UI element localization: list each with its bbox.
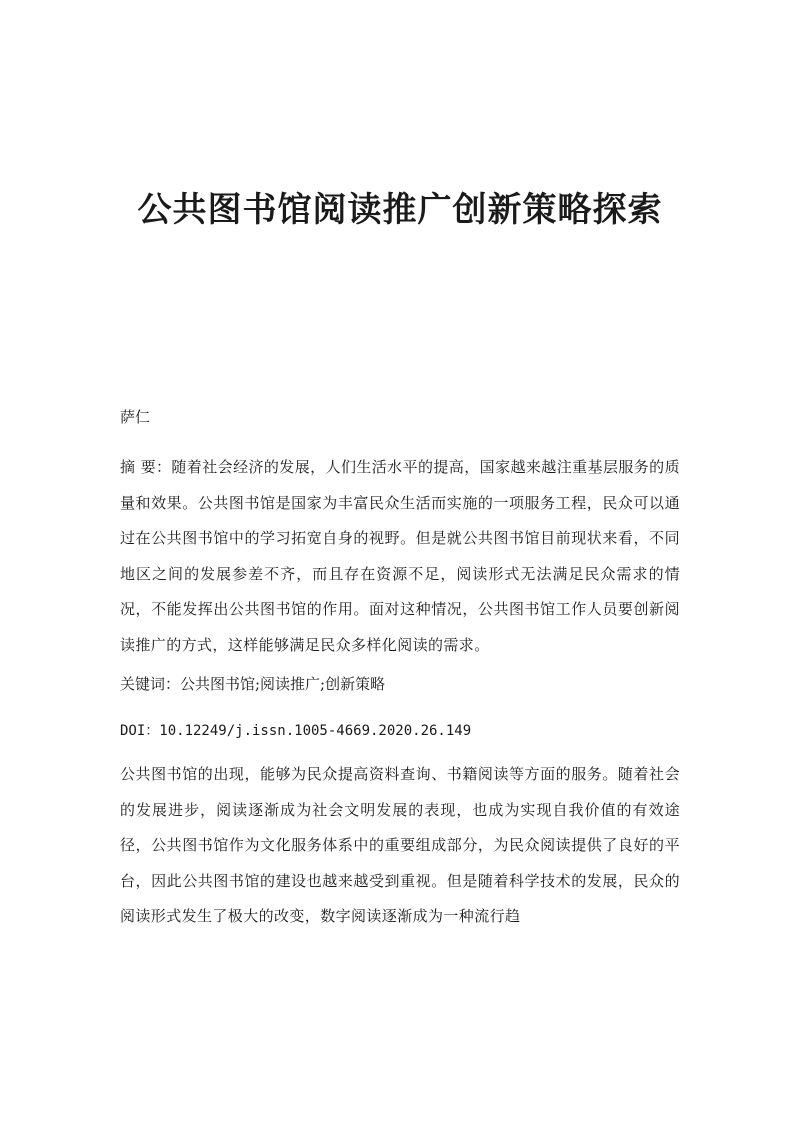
author-name: 萨仁 bbox=[120, 408, 151, 426]
body-paragraph: 公共图书馆的出现，能够为民众提高资料查询、书籍阅读等方面的服务。随着社会的发展进步，阅读逐渐成为社会文明发展的表现，也成为实现自我价值的有效途径，公共图书馆作为文化服务体系中的重要组成部分，为民众阅读提供了良好的平台，因此公共图书馆的建设也越来越受到重视。但是随着科学技术的发展，民众的阅读形式发生了极大的改变，数字阅读逐渐成为一种流行趋 bbox=[120, 765, 680, 925]
keywords-line: 关键词：公共图书馆;阅读推广;创新策略 bbox=[120, 675, 386, 693]
document-content bbox=[120, 402, 680, 935]
doi-line: DOI：10.12249/j.issn.1005-4669.2020.26.149 bbox=[120, 723, 472, 739]
abstract-paragraph: 摘 要：随着社会经济的发展，人们生活水平的提高，国家越来越注重基层服务的质量和效果。公共图书馆是国家为丰富民众生活而实施的一项服务工程，民众可以通过在公共图书馆中的学习拓宽自身的视野。但是就公共图书馆目前现状来看，不同地区之间的发展参差不齐，而且存在资源不足，阅读形式无法满足民众需求的情况，不能发挥出公共图书馆的作用。面对这种情况，公共图书馆工作人员要创新阅读推广的方式，这样能够满足民众多样化阅读的需求。 bbox=[120, 458, 680, 654]
document-title: 公共图书馆阅读推广创新策略探索 bbox=[137, 190, 663, 230]
